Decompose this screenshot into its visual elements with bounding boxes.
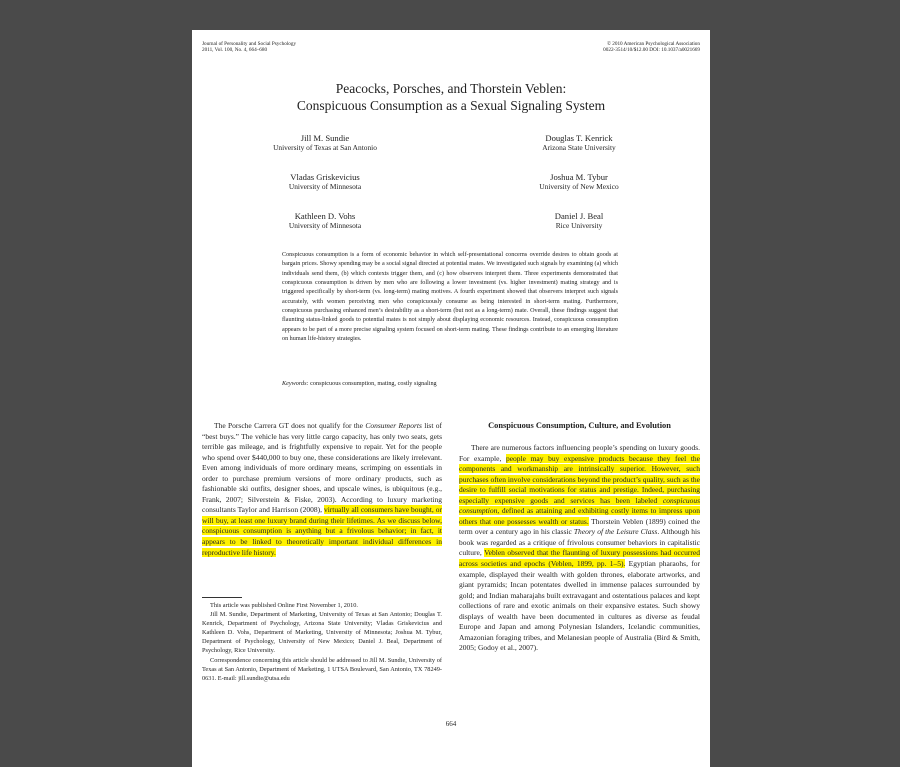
- author-name: Vladas Griskevicius: [290, 172, 360, 182]
- journal-volume: 2011, Vol. 100, No. 4, 664–680: [202, 47, 268, 53]
- body-text: . Although his book was regarded as a critique of frivolous consumer behaviors in capitalistic culture,: [459, 527, 701, 558]
- copyright-line: © 2010 American Psychological Association: [607, 41, 700, 47]
- highlighted-text: [459, 454, 700, 526]
- doi-line: 0022-3514/10/$12.00 DOI: 10.1037/a0021669: [603, 47, 700, 53]
- author-affiliation: University of Texas at San Antonio: [273, 143, 377, 152]
- author-name: Kathleen D. Vohs: [294, 211, 356, 221]
- author-name: Joshua M. Tybur: [550, 172, 608, 182]
- author-block: [494, 172, 664, 191]
- body-text: Thorstein Veblen (1899) coined the term over a century ago in his classic: [459, 516, 700, 537]
- abstract: Conspicuous consumption is a form of economic behavior in which self-presentational concerns override desires to obtain goods at bargain prices. Showy spending may be a social signal directed at potential mates. We investigated such signals by examining (a) which individuals send them, (b) which contexts trigger them, and (c) how observers interpret them. Three experiments demonstrated that conspicuous consumption is driven by men who are following a lower investment (vs. higher investment) mating strategy and is triggered specifically by short-term (vs. long-term) mating motives. A fourth experiment showed that observers interpret such signals accurately, with women perceiving men who conspicuously consume as being interested in short-term mating. Furthermore, conspicuous purchasing enhanced men’s desirability as a short-term (but not as a long-term) mate. Overall, these findings suggest that flaunting status-linked goods to potential mates is not simply about displaying economic resources. Instead, conspicuous consumption appears to be part of a more precise signaling system focused on short-term mating. These findings contribute to an emerging literature on human life-history strategies.: [282, 252, 618, 343]
- author-name: Douglas T. Kenrick: [545, 133, 613, 143]
- body-italic: Theory of the Leisure Class: [573, 527, 658, 537]
- keywords: [282, 379, 618, 388]
- body-text: list of “best buys.” The vehicle has very little cargo capacity, has only two seats, gets terrible gas mileage, and is frightfully expensive to repair. Yet for the people who spend over $440,000 to buy one, these considerations are likely irrelevant. Even among individuals of more ordinary means, scrimping on essentials in order to purchase premium versions of more ordinary products, such as fashionable ski outfits, designer shoes, and upscale wines, is ubiquitous (e.g., Frank, 2007; Silverstein & Fiske, 2003). According to luxury marketing consultants Taylor and Harrison (2008),: [202, 421, 443, 515]
- title-line-1: Peacocks, Porsches, and Thorstein Veblen:: [335, 81, 567, 96]
- title-line-2: Conspicuous Consumption as a Sexual Signaling System: [296, 98, 606, 113]
- author-block: [240, 172, 410, 191]
- journal-name: Journal of Personality and Social Psychology: [202, 41, 297, 47]
- highlight-part: people may buy expensive products because they feel the components and workmanship are intrinsically superior. However, such purchases often involve considerations beyond the product’s quality, such as the desire to fulfill social motivations for status and prestige. Indeed, purchasing especially expensive goods and services has been labeled: [459, 453, 700, 505]
- highlight-part: , defined as attaining and exhibiting costly items to impress upon others that one possesses wealth or status.: [459, 506, 700, 526]
- right-column: [459, 443, 700, 654]
- body-text: Egyptian pharaohs, for example, displayed their wealth with golden thrones, elaborate artworks, and giant pyramids; Incan potentates dwelled in immense palaces surrounded by gold; and Indian maharajahs built extravagant and ostentatious palaces and kept collections of rare and exotic animals on their expansive estates. Such showy displays of wealth have been documented in cultures as diverse as feudal Europe and Japan and among Polynesian Islanders, Icelandic communities, Amazonian foraging tribes, and Melanesian people of Australia (Bird & Smith, 2005; Godoy et al., 2007).: [459, 559, 700, 653]
- section-heading: Conspicuous Consumption, Culture, and Evolution: [488, 421, 671, 430]
- author-name: Daniel J. Beal: [554, 211, 604, 221]
- author-affiliation: University of Minnesota: [288, 221, 362, 230]
- body-text: There are numerous factors influencing people’s spending on luxury goods. For example,: [459, 443, 700, 463]
- body-italic: Consumer Reports: [365, 421, 422, 430]
- author-affiliation: Arizona State University: [542, 143, 616, 152]
- journal-page: [192, 30, 710, 767]
- left-column: [202, 421, 442, 558]
- author-affiliation: Rice University: [555, 221, 603, 230]
- footnote-divider: [202, 597, 242, 598]
- article-title: [192, 80, 710, 114]
- page-number: 664: [445, 720, 457, 728]
- author-affiliation: University of New Mexico: [539, 182, 619, 191]
- highlighted-text: virtually all consumers have bought, or will buy, at least one luxury brand during their lifetimes. As we discuss below, conspicuous consumption is anything but a frivolous behavior; in fact, it appears to be linked to theoretically important individual differences in reproductive life history.: [202, 505, 442, 557]
- footnote-online: This article was published Online First November 1, 2010.: [210, 602, 358, 609]
- footnotes: [202, 601, 442, 683]
- highlight-italic: conspicuous consumption: [459, 495, 700, 516]
- author-block: [240, 133, 410, 152]
- journal-header-left: [202, 41, 296, 53]
- keywords-label: Keywords:: [282, 380, 309, 387]
- intro-paragraph: [202, 421, 442, 558]
- keywords-text: conspicuous consumption, mating, costly signaling: [310, 380, 437, 387]
- author-name: Jill M. Sundie: [300, 133, 350, 143]
- author-block: [494, 211, 664, 230]
- author-block: [240, 211, 410, 230]
- highlighted-text: Veblen observed that the flaunting of luxury possessions had occurred across societies and epochs (Veblen, 1899, pp. 1–5).: [459, 548, 700, 569]
- body-text: The Porsche Carrera GT does not qualify for the: [214, 421, 366, 430]
- journal-header-right: [603, 41, 700, 53]
- footnote-correspondence: Correspondence concerning this article should be addressed to Jill M. Sundie, University of Texas at San Antonio, Department of Marketing, 1 UTSA Boulevard, San Antonio, TX 78249-0631. E-mail: jill.sundie@utsa.edu: [202, 656, 442, 682]
- footnote-affiliations: Jill M. Sundie, Department of Marketing, University of Texas at San Antonio; Douglas T. Kenrick, Department of Psychology, Arizona State University; Vladas Griskevicius and Kathleen D. Vohs, Department of Marketing, University of Minnesota; Joshua M. Tybur, Department of Psychology, University of New Mexico; Daniel J. Beal, Department of Psychology, Rice University.: [202, 611, 442, 655]
- author-block: [494, 133, 664, 152]
- author-affiliation: University of Minnesota: [288, 182, 362, 191]
- section-paragraph: [459, 443, 700, 654]
